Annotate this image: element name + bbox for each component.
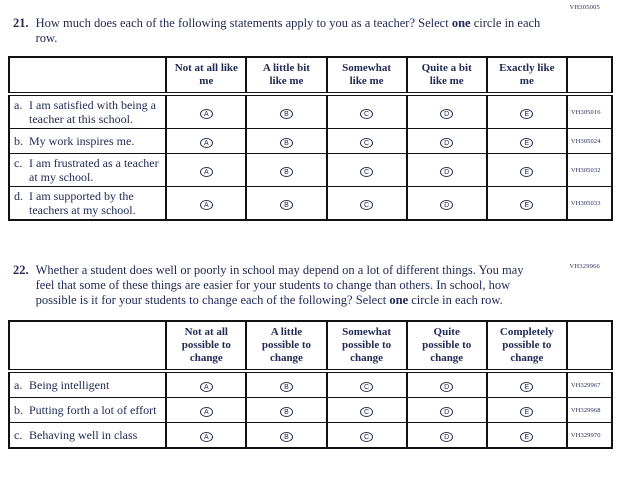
- option-cell: [166, 398, 246, 423]
- option-cell: [407, 398, 487, 423]
- option-bubble-a[interactable]: A: [200, 407, 213, 417]
- question-22-accession-code: VH329966: [569, 263, 600, 270]
- statement-cell: [9, 187, 166, 221]
- option-cell: [327, 154, 407, 187]
- row-accession-code: VH305033: [567, 187, 612, 221]
- option-cell: [166, 154, 246, 187]
- option-bubble-d[interactable]: D: [440, 138, 453, 148]
- row-accession-code: VH305016: [567, 94, 612, 129]
- option-bubble-d[interactable]: D: [440, 109, 453, 119]
- option-cell: [327, 398, 407, 423]
- option-cell: [246, 398, 326, 423]
- statement-text: Behaving well in class: [29, 428, 138, 442]
- option-bubble-a[interactable]: A: [200, 138, 213, 148]
- code-column-header: [567, 321, 612, 371]
- column-header-quite-a-bit: Quite a bit like me: [407, 57, 487, 94]
- option-cell: [327, 187, 407, 221]
- option-cell: [407, 94, 487, 129]
- question-22: [0, 263, 621, 449]
- statement-text: My work inspires me.: [29, 134, 135, 148]
- option-cell: [166, 187, 246, 221]
- option-cell: [407, 423, 487, 449]
- question-22-response-table: [8, 320, 613, 449]
- option-cell: [487, 154, 567, 187]
- code-column-header: [567, 57, 612, 94]
- option-bubble-a[interactable]: A: [200, 167, 213, 177]
- row-letter-label: c.: [14, 156, 23, 170]
- option-cell: [487, 371, 567, 398]
- question-22-prompt-text: Whether a student does well or poorly in school may depend on a lot of different things. You may feel that some of these things are easier for your students to change than others. In school, how possible is it for your students to change each of the following? Select: [35, 263, 524, 307]
- statement-cell: [9, 129, 166, 154]
- option-cell: [487, 398, 567, 423]
- question-22-prompt-bold: one: [389, 293, 409, 307]
- option-cell: [246, 187, 326, 221]
- option-bubble-e[interactable]: E: [520, 382, 533, 392]
- row-letter-label: b.: [14, 403, 23, 417]
- statement-text: I am supported by the teachers at my school.: [29, 189, 136, 217]
- option-bubble-b[interactable]: B: [280, 167, 293, 177]
- option-bubble-c[interactable]: C: [360, 407, 373, 417]
- row-letter-label: a.: [14, 378, 23, 392]
- column-header-not-at-all-possible: Not at all possible to change: [166, 321, 246, 371]
- column-header-somewhat-possible: Somewhat possible to change: [327, 321, 407, 371]
- column-header-a-little-bit: A little bit like me: [246, 57, 326, 94]
- option-bubble-a[interactable]: A: [200, 200, 213, 210]
- option-cell: [407, 129, 487, 154]
- table-row: [9, 187, 612, 221]
- row-letter-label: a.: [14, 98, 23, 112]
- row-letter-label: b.: [14, 134, 23, 148]
- statement-text: Putting forth a lot of effort: [29, 403, 157, 417]
- option-bubble-b[interactable]: B: [280, 200, 293, 210]
- option-cell: [246, 154, 326, 187]
- statement-cell: [9, 371, 166, 398]
- option-bubble-b[interactable]: B: [280, 109, 293, 119]
- question-22-prompt: [36, 263, 541, 308]
- option-bubble-c[interactable]: C: [360, 200, 373, 210]
- option-bubble-d[interactable]: D: [440, 432, 453, 442]
- question-21-prompt-text: How much does each of the following statements apply to you as a teacher? Select: [35, 16, 452, 30]
- row-accession-code: VH329968: [567, 398, 612, 423]
- statement-text: I am frustrated as a teacher at my school.: [29, 156, 159, 184]
- column-header-somewhat: Somewhat like me: [327, 57, 407, 94]
- option-cell: [166, 129, 246, 154]
- column-header-not-at-all: Not at all like me: [166, 57, 246, 94]
- row-letter-label: c.: [14, 428, 23, 442]
- column-header-quite-possible: Quite possible to change: [407, 321, 487, 371]
- option-cell: [327, 423, 407, 449]
- statement-cell: [9, 423, 166, 449]
- statement-text: I am satisfied with being a teacher at this school.: [29, 98, 156, 126]
- table-row: [9, 154, 612, 187]
- question-21-prompt-row: [13, 16, 621, 46]
- option-cell: [487, 187, 567, 221]
- option-bubble-b[interactable]: B: [280, 382, 293, 392]
- statement-column-header: [9, 321, 166, 371]
- question-22-prompt-row: [13, 263, 621, 308]
- table-row: [9, 129, 612, 154]
- option-bubble-d[interactable]: D: [440, 407, 453, 417]
- table-row: [9, 371, 612, 398]
- option-bubble-c[interactable]: C: [360, 432, 373, 442]
- option-bubble-d[interactable]: D: [440, 200, 453, 210]
- question-22-prompt-suffix: circle in each row.: [408, 293, 503, 307]
- option-bubble-a[interactable]: A: [200, 109, 213, 119]
- row-accession-code: VH329967: [567, 371, 612, 398]
- option-bubble-c[interactable]: C: [360, 167, 373, 177]
- option-bubble-c[interactable]: C: [360, 382, 373, 392]
- statement-cell: [9, 398, 166, 423]
- column-header-a-little-possible: A little possible to change: [246, 321, 326, 371]
- column-header-completely-possible: Completely possible to change: [487, 321, 567, 371]
- question-21-response-table: [8, 56, 613, 221]
- question-21-prompt-suffix: circle in each row.: [35, 16, 541, 45]
- row-accession-code: VH329970: [567, 423, 612, 449]
- option-cell: [166, 371, 246, 398]
- question-21-number: 21.: [13, 16, 29, 30]
- question-21-accession-code: VH305005: [569, 4, 600, 11]
- option-cell: [487, 129, 567, 154]
- option-cell: [327, 371, 407, 398]
- table-row: [9, 423, 612, 449]
- question-22-number: 22.: [13, 263, 29, 277]
- option-bubble-c[interactable]: C: [360, 109, 373, 119]
- option-cell: [407, 371, 487, 398]
- row-accession-code: VH305024: [567, 129, 612, 154]
- option-bubble-e[interactable]: E: [520, 138, 533, 148]
- option-bubble-a[interactable]: A: [200, 382, 213, 392]
- option-cell: [327, 129, 407, 154]
- option-cell: [487, 94, 567, 129]
- row-letter-label: d.: [14, 189, 23, 203]
- option-cell: [327, 94, 407, 129]
- option-cell: [246, 423, 326, 449]
- statement-cell: [9, 154, 166, 187]
- option-bubble-e[interactable]: E: [520, 200, 533, 210]
- option-bubble-d[interactable]: D: [440, 167, 453, 177]
- option-bubble-e[interactable]: E: [520, 109, 533, 119]
- statement-text: Being intelligent: [29, 378, 110, 392]
- table-row: [9, 398, 612, 423]
- option-bubble-a[interactable]: A: [200, 432, 213, 442]
- option-cell: [487, 423, 567, 449]
- option-cell: [407, 154, 487, 187]
- option-cell: [407, 187, 487, 221]
- option-cell: [246, 371, 326, 398]
- option-bubble-e[interactable]: E: [520, 407, 533, 417]
- table-row: [9, 94, 612, 129]
- option-bubble-e[interactable]: E: [520, 167, 533, 177]
- header-row: [9, 321, 612, 371]
- column-header-exactly: Exactly like me: [487, 57, 567, 94]
- option-cell: [166, 94, 246, 129]
- option-bubble-b[interactable]: B: [280, 432, 293, 442]
- header-row: [9, 57, 612, 94]
- option-bubble-b[interactable]: B: [280, 138, 293, 148]
- statement-cell: [9, 94, 166, 129]
- question-21-prompt-bold: one: [451, 16, 471, 30]
- option-cell: [166, 423, 246, 449]
- option-bubble-c[interactable]: C: [360, 138, 373, 148]
- row-accession-code: VH305032: [567, 154, 612, 187]
- option-cell: [246, 129, 326, 154]
- statement-column-header: [9, 57, 166, 94]
- option-bubble-b[interactable]: B: [280, 407, 293, 417]
- question-21-prompt: [36, 16, 541, 46]
- option-bubble-d[interactable]: D: [440, 382, 453, 392]
- option-bubble-e[interactable]: E: [520, 432, 533, 442]
- question-21: [0, 0, 621, 221]
- option-cell: [246, 94, 326, 129]
